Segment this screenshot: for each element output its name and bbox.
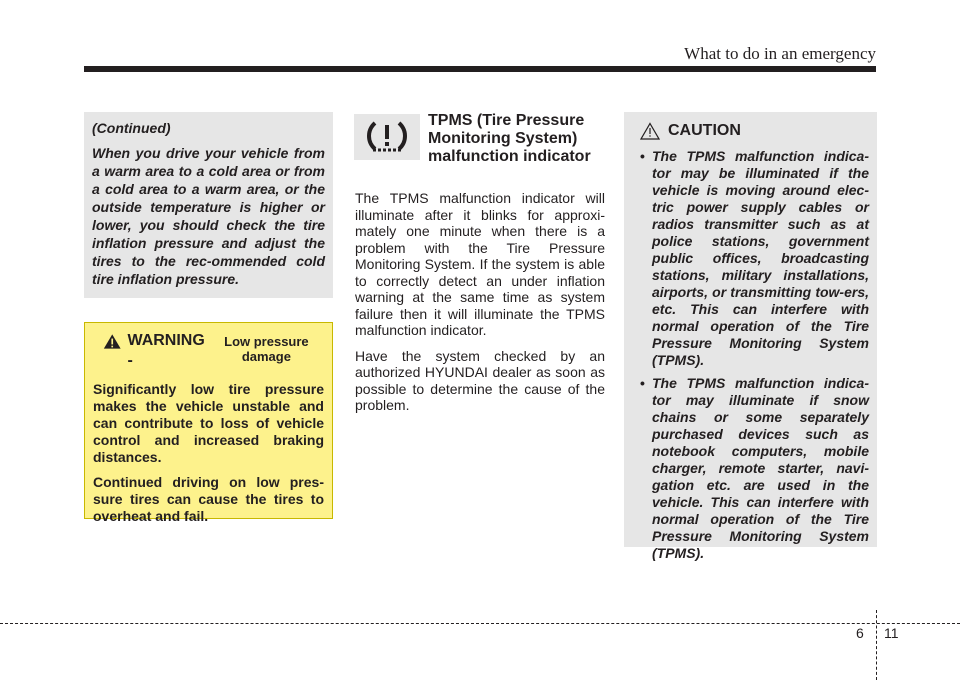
tpms-malfunction-icon (354, 114, 420, 160)
tpms-section-title: TPMS (Tire Pressure Monitoring System) malfunction indicator (428, 112, 591, 165)
caution-triangle-icon (640, 122, 660, 140)
tpms-paragraph-1: The TPMS malfunction indicator will illuminate after it blinks for approxi-mately one minute when there is a problem with the Tire Pressure Monitoring System. If the system is able to correctly detect an under inflation warning at the same time as system failure then it will illuminate the TPMS malfunction indicator. (355, 190, 605, 338)
warning-paragraph-2: Continued driving on low pres-sure tires can cause the tires to overheat and fail. (93, 474, 324, 524)
caution-box (624, 112, 877, 561)
warning-header (93, 331, 324, 371)
caution-item: • The TPMS malfunction indica-tor may illuminate if snow chains or some separately purchased devices such as notebook computers, mobile charger, remote starter, navi-gation etc. are used in the vehicle. This can interfere with normal operation of the Tire Pressure Monitoring System (TPMS). (640, 375, 869, 561)
caution-item: • The TPMS malfunction indica-tor may be illuminated if the vehicle is moving around elec-tric power supply cables or radios transmitter such as at police stations, government public offices, broadcasting stations, military installations, airports, or transmitting tow-ers, etc. This can interfere with normal operation of the Tire Pressure Monitoring System (TPMS). (640, 148, 869, 368)
caution-title: CAUTION (668, 122, 741, 139)
header-rule (84, 66, 876, 72)
warning-title: WARNING - (127, 332, 205, 369)
continued-label: (Continued) (92, 120, 171, 136)
page-number: 11 (884, 625, 899, 641)
warning-subtitle: Low pressure damage (224, 334, 309, 364)
tpms-section-body (355, 190, 605, 423)
continued-note-text: When you drive your vehicle from a warm area to a cold area or from a cold area to a warm area, or the outside temperature is higher or lower, you should check the tire inflation pressure and adjust the tires to the rec-ommended cold tire inflation pressure. (92, 145, 325, 287)
page-number-divider (876, 610, 877, 680)
tpms-paragraph-2: Have the system checked by an authorized HYUNDAI dealer as soon as possible to determine the cause of the problem. (355, 347, 605, 413)
warning-box (84, 322, 333, 524)
warning-paragraph-1: Significantly low tire pressure makes the vehicle unstable and can contribute to loss of vehicle control and increased braking distances. (93, 381, 324, 465)
tpms-indicator-symbol (364, 120, 410, 154)
caution-header (640, 122, 869, 140)
running-header: What to do in an emergency (684, 44, 876, 63)
footer-rule (0, 623, 960, 624)
caution-list (632, 148, 869, 562)
warning-triangle-icon (103, 332, 121, 351)
chapter-number: 6 (856, 625, 864, 641)
continued-note (84, 112, 333, 298)
